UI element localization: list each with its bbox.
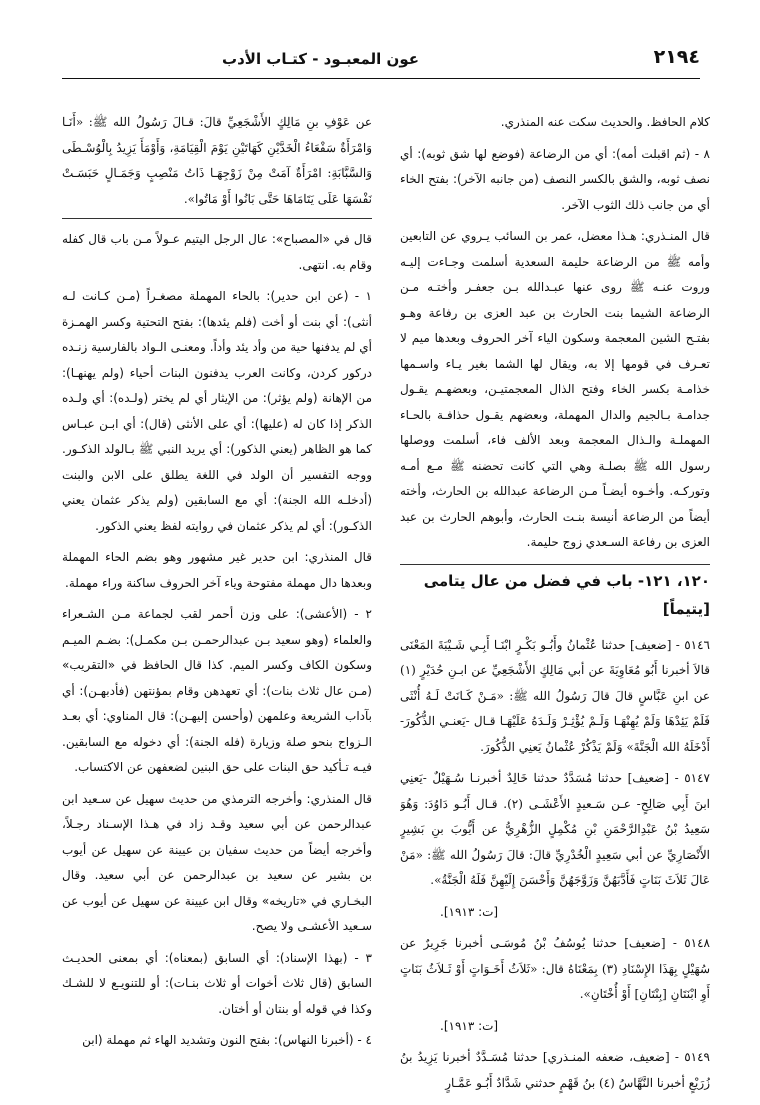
- hadith-continuation: عن عَوْفِ بنِ مَالِكٍ الأَشْجَعِيِّ قالَ: قـالَ رَسُولُ الله ﷺ: «أَنَـا وَامْرَأَةٌ سَفْعَاءُ الْخَدَّيْنِ كَهَاتَيْنِ يَوْمَ الْقِيَامَةِ، وَأَوْمَأَ يَزِيدُ بِالْوُسْـطَى وَالسَّبَّابَةِ: امْرَأَةٌ آمَتْ مِنْ زَوْجِهَـا ذَاتُ مَنْصِبٍ وَجَمَـالٍ حَبَسَـتْ نَفْسَهَا عَلَى يَتَامَاهَا حَتَّى بَانُوا أَوْ مَاتُوا».: [62, 115, 372, 206]
- commentary-paragraph: ٢ - (الأعشى): على وزن أحمر لقب لجماعة مـن الشـعراء والعلماء (وهو سعيد بـن عبدالرحمـن بـن مكمـل): بضـم الميـم وسكون الكاف وكسر الميم. كذا قال الحافظ في «التقريب» (مـن عال ثلاث بنات): أي تعهدهن وقام بمؤنتهن (فأدبهـن): أي بآداب الشريعة وعلمهن (وأحسن إليهـن): قال المناوي: أي بعـد الـزواج بنحو صلة وزيارة (فله الجنة): أي دخوله مع السابقين. فيـه تـأكيد حق البنات على حق البنين لضعفهن عن الاكتساب.: [62, 607, 372, 774]
- hadith-5148: ٥١٤٨ - [ضعيف] حدثنا يُوسُفُ بْنُ مُوسَـى أخبرنا جَرِيرٌ عن سُهَيْلٍ بِهَذَا الإِسْنَادِ (٣) بِمَعْنَاهُ قال: «ثَلاَثُ أَخَـوَاتٍ أَوْ ثَـلاَثُ بَنَاتٍ أَوِ ابْنَتَانِ [بِنْتَانِ] أَوْ أُخْتَانِ».: [400, 936, 710, 1001]
- chapter-heading: ١٢٠، ١٢١- باب في فضل من عال يتامى [يتيماً]: [400, 564, 710, 625]
- hadith-5147: ٥١٤٧ - [ضعيف] حدثنا مُسَدَّدٌ حدثنا خَالِدٌ أخبرنـا سُـهَيْلٌ -يَعنِي ابنَ أَبِي صَالِحٍ- عـن سَـعيدٍ الأَعْشَـى (٢). قـال أَبُـو دَاوُدَ: وَهُوَ سَعِيدُ بْنُ عَبْدِالرَّحْمَنِ بْنِ مُكْمِلٍ الزُّهْرِيُّ عن أَيُّوبَ بنِ بَشِيرٍ الأَنْصَارِيِّ عن أبي سَعِيدٍ الْخُدْرِيِّ قالَ: قالَ رَسُولُ الله ﷺ: «مَنْ عَالَ ثَلاَثَ بَنَاتٍ فَأَدَّبَهُنَّ وَزَوَّجَهُنَّ وَأَحْسَنَ إِلَيْهِنَّ فَلَهُ الْجَنَّةُ».: [400, 771, 710, 887]
- right-column: [400, 110, 710, 1095]
- tirmidhi-reference: [ت: ١٩١٣].: [440, 904, 499, 919]
- page-header: [62, 40, 700, 79]
- commentary-paragraph: قال المنذري: ابن حدير غير مشهور وهو بضم الحاء المهملة وبعدها دال مهملة مفتوحة وياء آخر الحروف ساكنة وراء مهملة.: [62, 550, 372, 590]
- column-divider: [62, 218, 372, 219]
- commentary-paragraph: قال المنـذري: هـذا معضل، عمر بن السائب يـروي عن التابعين وأمه ﷺ من الرضاعة حليمة السعدية أسلمت وجـاءت إليـه وروت عنـه ﷺ روى عنها عبـدالله بـن جعفـر وأختـه مـن الرضاعة الشيما بنت الحارث بن عبد العزى بن رفاعة وهـو بفتـح الشين المعجمة وسكون الياء آخر الحروف وبعدها ميم لا تعـرف في قومها إلا به، ويقال لها الشما بغير يـاء واسـمها خذامـة بكسر الخاء وفتح الذال المعجمتيـن، وبعضهـم يقـول جدامـة بـالجيم والدال المهملة، وبعضهم يقـول حذافـة بالحـاء المهملـة والـذال المعجمة وبعد الألف فاء، أسلمت ووصلها رسول الله ﷺ بصلـة وهي التي كانت تحضنه ﷺ مـع أمـه وتوركـه. وأخـوه أيضـاً مـن الرضاعة عبدالله بن الحارث، وأخته أيضاً من الرضاعة أنيسة بنـت الحارث، وأبوهم الحارث بن عبد العزى بن رفاعة السـعدي زوج حليمة.: [400, 229, 710, 549]
- hadith-5149: ٥١٤٩ - [ضعيف، ضعفه المنـذري] حدثنا مُسَـدَّدٌ أخبرنا يَزِيدُ بنُ زُرَيْعٍ أخبرنا النَّهَّاسُ (٤) بنُ قَهْمٍ حدثني شَدَّادٌ أَبُـو عَمَّـارٍ: [400, 1050, 710, 1090]
- commentary-paragraph: كلام الحافظ. والحديث سكت عنه المنذري.: [500, 115, 710, 129]
- left-column: [62, 110, 372, 1095]
- commentary-paragraph: قال في «المصباح»: عال الرجل اليتيم عـولاً مـن باب قال كفله وقام به. انتهى.: [62, 232, 372, 272]
- commentary-paragraph: ١ - (عن ابن حدير): بالحاء المهملة مصغـراً (مـن كـانت لـه أنثى): أي بنت أو أخت (فلم يئدها): بفتح التحتية وكسر الهمـزة أي لم يدفنها حية من وأد يئد وأداً. ومعنـى الـواد بالفارسية زنـده دركور كردن، وكانت العرب يدفنون البنات أحياء (ولم يهنهـا): من الإهانة (ولم يؤثر): من الإيثار أي لم يختر (ولـده): أي ولـده الذكر إذا كان له (عليها): أي على الأنثى (قال): أي ابـن عبـاس كما هو الظاهر (يعني الذكور): أي يريد النبي ﷺ بـالولد الذكـور. ووجه التفسير أن الولد في اللغة يطلق على الابن والبنت (أدخلـه الله الجنة): أي مع السابقين (ولم يذكر عثمان يعني الذكـور): أي لم يذكر عثمان في روايته لفظ يعني الذكور.: [62, 289, 372, 533]
- commentary-paragraph: ٣ - (بهذا الإسناد): أي السابق (بمعناه): أي بمعنى الحديـث السابق (قال ثلاث أخوات أو ثلاث بنـات): أو للتنويـع لا للشـك وكذا في قوله أو بنتان أو أختان.: [62, 950, 372, 1016]
- page-number: ٢١٩٤: [653, 46, 700, 68]
- commentary-paragraph: ٨ - (ثم اقبلت أمه): أي من الرضاعة (فوضع لها شق ثوبه): أي نصف ثوبه، والشق بالكسر النصف (من جانبه الآخر): بفتح الخاء أي من جانب ذلك الثوب الآخر.: [400, 146, 710, 212]
- commentary-paragraph: ٤ - (أخبرنا النهاس): بفتح النون وتشديد الهاء ثم مهملة (ابن: [82, 1033, 372, 1047]
- hadith-5146: ٥١٤٦ - [ضعيف] حدثنا عُثْمانُ وأَبُـو بَكْـرٍ ابْنَـا أَبِـي شَـيْبَةَ المَعْنَى قالاَ أخبرنا أَبُو مُعَاوِيَةَ عن أبي مَالِكٍ الأَشْجَعِيِّ عن ابـنِ حُدَيْرٍ (١) عن ابنِ عَبَّاسٍ قالَ قالَ رَسُولُ الله ﷺ: «مَـنْ كَـانَتْ لَـهُ أُنْثَى فَلَمْ يَئِدْهَا وَلَمْ يُهِنْهَـا وَلَـمْ يُؤْثِـرْ وَلَـدَهُ عَلَيْهَـا قـال -يَعنـي الذُّكُورَ- أَدْخَلَهُ الله الْجَنَّةَ» وَلَمْ يَذْكُرْ عُثْمانُ يَعنِي الذُّكُورَ.: [400, 637, 710, 754]
- running-title: عون المعبـود - كتـاب الأدب: [222, 50, 419, 68]
- commentary-paragraph: قال المنذري: وأخرجه الترمذي من حديث سهيل عن سـعيد ابن عبدالرحمن عن أبي سعيد وقـد زاد في هـذا الإسـناد رجـلاً، وأخرجه أيضاً من حديث سفيان بن عيينة عن سهيل عن أيوب بن بشير عن سعيد بن عبدالرحمن عن أبي سعيد. وقال البخـاري في «تاريخه» وقال ابن عيينة عن سهيل عن أيوب عن سـعيد الأعشـى ولا يصح.: [62, 791, 372, 933]
- tirmidhi-reference: [ت: ١٩١٣].: [440, 1018, 499, 1033]
